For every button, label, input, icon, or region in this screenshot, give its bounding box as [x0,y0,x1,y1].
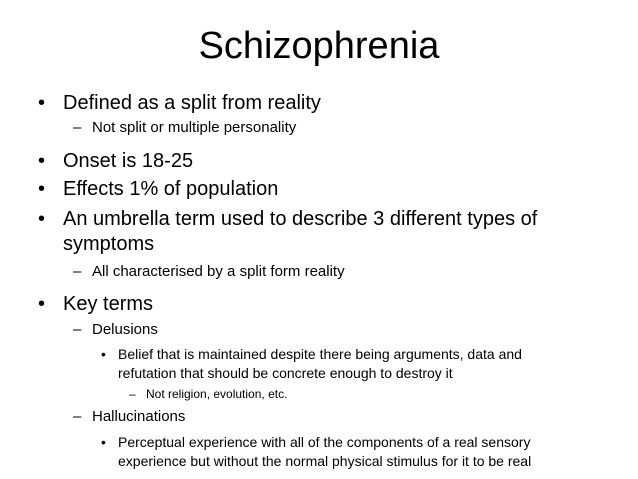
bullet-onset: Onset is 18-25 [63,150,194,172]
dash-marker: – [73,263,82,280]
hallucinations-definition-line2: experience but without the normal physical stimulus for it to be real [118,453,532,469]
delusions-note: Not religion, evolution, etc. [146,387,288,401]
bullet-marker: • [38,208,46,230]
delusions-definition-line2: refutation that should be concrete enough to destroy it [118,365,453,381]
sub-bullet-not-split: Not split or multiple personality [92,119,297,136]
bullet-definition: Defined as a split from reality [63,92,321,114]
bullet-umbrella-line1: An umbrella term used to describe 3 different types of [63,208,538,230]
dash-marker: – [73,408,82,425]
bullet-marker: • [38,150,46,172]
dash-marker: – [73,321,82,338]
sub-bullet-hallucinations: Hallucinations [92,408,186,425]
bullet-marker: • [101,434,106,450]
bullet-umbrella-line2: symptoms [63,233,155,255]
bullet-marker: • [38,92,46,114]
dash-marker: – [129,387,136,401]
bullet-effects: Effects 1% of population [63,178,279,200]
delusions-definition-line1: Belief that is maintained despite there being arguments, data and [118,346,522,362]
sub-bullet-delusions: Delusions [92,321,158,338]
slide-title: Schizophrenia [198,25,440,67]
sub-bullet-characterised: All characterised by a split form reality [92,263,345,280]
bullet-marker: • [101,346,106,362]
bullet-marker: • [38,293,46,315]
bullet-key-terms: Key terms [63,293,154,315]
dash-marker: – [73,119,82,136]
bullet-marker: • [38,178,46,200]
hallucinations-definition-line1: Perceptual experience with all of the components of a real sensory [118,434,531,450]
